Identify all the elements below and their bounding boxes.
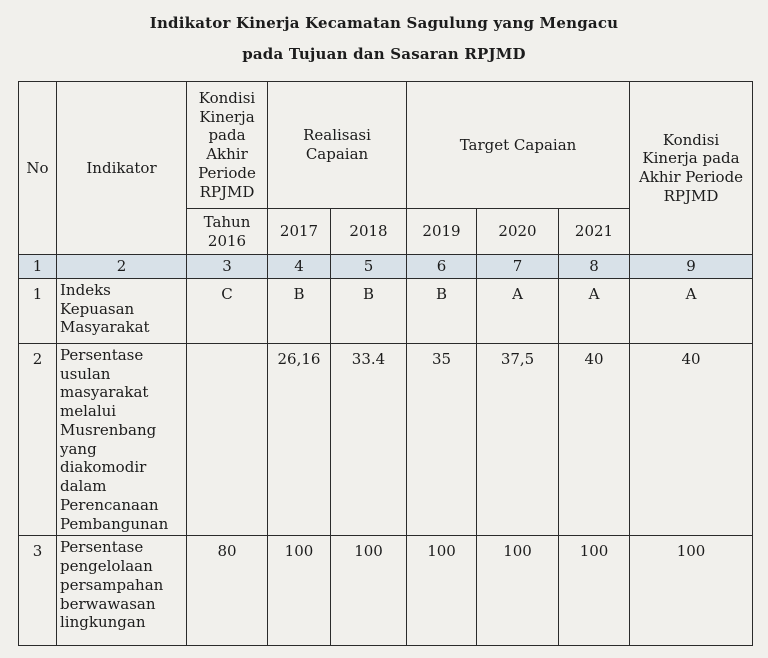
row-kondisi-akhir: A <box>630 278 753 343</box>
header-2020: 2020 <box>477 209 559 255</box>
row-realisasi-2018: 33.4 <box>331 343 407 536</box>
header-no: No <box>19 82 57 255</box>
row-kondisi-2016: C <box>187 278 268 343</box>
row-target-2021: 100 <box>559 536 630 646</box>
row-kondisi-akhir: 100 <box>630 536 753 646</box>
column-number-row <box>19 255 753 279</box>
row-target-2020: 100 <box>477 536 559 646</box>
row-kondisi-2016 <box>187 343 268 536</box>
header-tahun-2016: Tahun 2016 <box>187 209 268 255</box>
row-target-2021: 40 <box>559 343 630 536</box>
table-row <box>19 343 753 536</box>
row-realisasi-2017: B <box>268 278 331 343</box>
indicator-table <box>18 81 753 646</box>
row-kondisi-2016: 80 <box>187 536 268 646</box>
row-no: 1 <box>19 278 57 343</box>
row-realisasi-2018: 100 <box>331 536 407 646</box>
row-indikator: Persentase pengelolaan persampahan berwawasan lingkungan <box>57 536 187 646</box>
header-indikator: Indikator <box>57 82 187 255</box>
row-indikator: Indeks Kepuasan Masyarakat <box>57 278 187 343</box>
header-realisasi-capaian: Realisasi Capaian <box>268 82 407 209</box>
column-number: 6 <box>407 255 477 279</box>
row-target-2020: 37,5 <box>477 343 559 536</box>
row-target-2019: B <box>407 278 477 343</box>
column-number: 7 <box>477 255 559 279</box>
row-target-2021: A <box>559 278 630 343</box>
header-2021: 2021 <box>559 209 630 255</box>
column-number: 3 <box>187 255 268 279</box>
row-no: 2 <box>19 343 57 536</box>
header-2017: 2017 <box>268 209 331 255</box>
row-realisasi-2018: B <box>331 278 407 343</box>
table-row <box>19 536 753 646</box>
header-target-capaian: Target Capaian <box>407 82 630 209</box>
row-target-2019: 35 <box>407 343 477 536</box>
column-number: 1 <box>19 255 57 279</box>
header-row-main <box>19 82 753 209</box>
column-number: 4 <box>268 255 331 279</box>
column-number: 2 <box>57 255 187 279</box>
row-realisasi-2017: 100 <box>268 536 331 646</box>
document-title-line-2: pada Tujuan dan Sasaran RPJMD <box>242 45 526 63</box>
header-kondisi-awal: Kondisi Kinerja pada Akhir Periode RPJMD <box>187 82 268 209</box>
row-target-2020: A <box>477 278 559 343</box>
row-no: 3 <box>19 536 57 646</box>
row-indikator: Persentase usulan masyarakat melalui Musrenbang yang diakomodir dalam Perencanaan Pembangunan <box>57 343 187 536</box>
column-number: 5 <box>331 255 407 279</box>
header-2019: 2019 <box>407 209 477 255</box>
document-title-line-1: Indikator Kinerja Kecamatan Sagulung yang Mengacu <box>149 14 619 32</box>
column-number: 8 <box>559 255 630 279</box>
row-kondisi-akhir: 40 <box>630 343 753 536</box>
row-realisasi-2017: 26,16 <box>268 343 331 536</box>
column-number: 9 <box>630 255 753 279</box>
table-row <box>19 278 753 343</box>
header-kondisi-akhir: Kondisi Kinerja pada Akhir Periode RPJMD <box>630 82 753 255</box>
row-target-2019: 100 <box>407 536 477 646</box>
header-2018: 2018 <box>331 209 407 255</box>
